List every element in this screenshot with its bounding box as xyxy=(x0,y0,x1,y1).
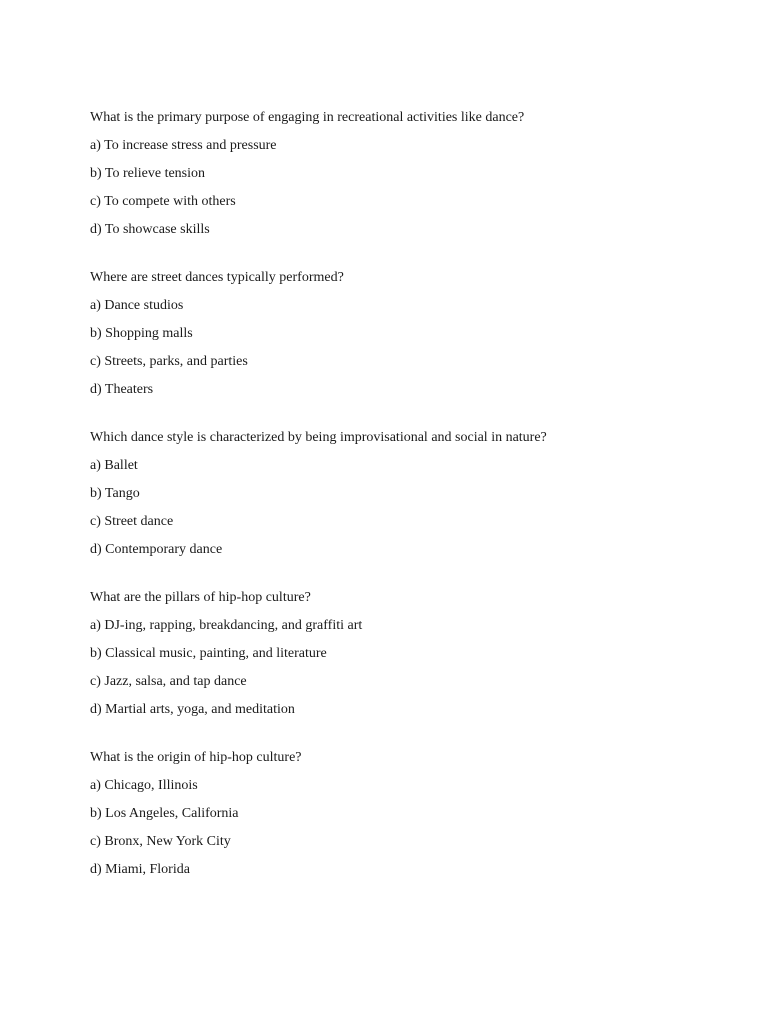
answer-option: b) Shopping malls xyxy=(90,326,193,341)
answer-option: a) DJ-ing, rapping, breakdancing, and graffiti art xyxy=(90,618,363,633)
answer-option: a) Ballet xyxy=(90,458,138,473)
answer-option: d) Miami, Florida xyxy=(90,862,190,877)
answer-option: b) Classical music, painting, and literature xyxy=(90,646,327,661)
question-prompt: What is the origin of hip-hop culture? xyxy=(90,750,302,765)
answer-option: d) Theaters xyxy=(90,382,154,397)
answer-option: b) Tango xyxy=(90,486,140,501)
answer-option: d) Martial arts, yoga, and meditation xyxy=(90,702,295,717)
question-prompt: Where are street dances typically performed? xyxy=(90,270,344,285)
question-prompt: What are the pillars of hip-hop culture? xyxy=(90,590,311,605)
answer-option: c) Bronx, New York City xyxy=(90,834,231,849)
answer-option: c) To compete with others xyxy=(90,194,236,209)
question-prompt: Which dance style is characterized by being improvisational and social in nature? xyxy=(90,430,547,445)
question-prompt: What is the primary purpose of engaging in recreational activities like dance? xyxy=(90,110,525,125)
answer-option: c) Street dance xyxy=(90,514,174,529)
question-block xyxy=(90,588,730,720)
answer-option: a) To increase stress and pressure xyxy=(90,138,277,153)
question-block xyxy=(90,268,730,400)
quiz-content xyxy=(90,108,730,908)
answer-option: b) Los Angeles, California xyxy=(90,806,239,821)
answer-option: a) Dance studios xyxy=(90,298,184,313)
answer-option: c) Jazz, salsa, and tap dance xyxy=(90,674,247,689)
question-block xyxy=(90,748,730,880)
question-block xyxy=(90,428,730,560)
answer-option: b) To relieve tension xyxy=(90,166,206,181)
question-block xyxy=(90,108,730,240)
answer-option: d) To showcase skills xyxy=(90,222,210,237)
answer-option: a) Chicago, Illinois xyxy=(90,778,198,793)
answer-option: c) Streets, parks, and parties xyxy=(90,354,248,369)
answer-option: d) Contemporary dance xyxy=(90,542,223,557)
